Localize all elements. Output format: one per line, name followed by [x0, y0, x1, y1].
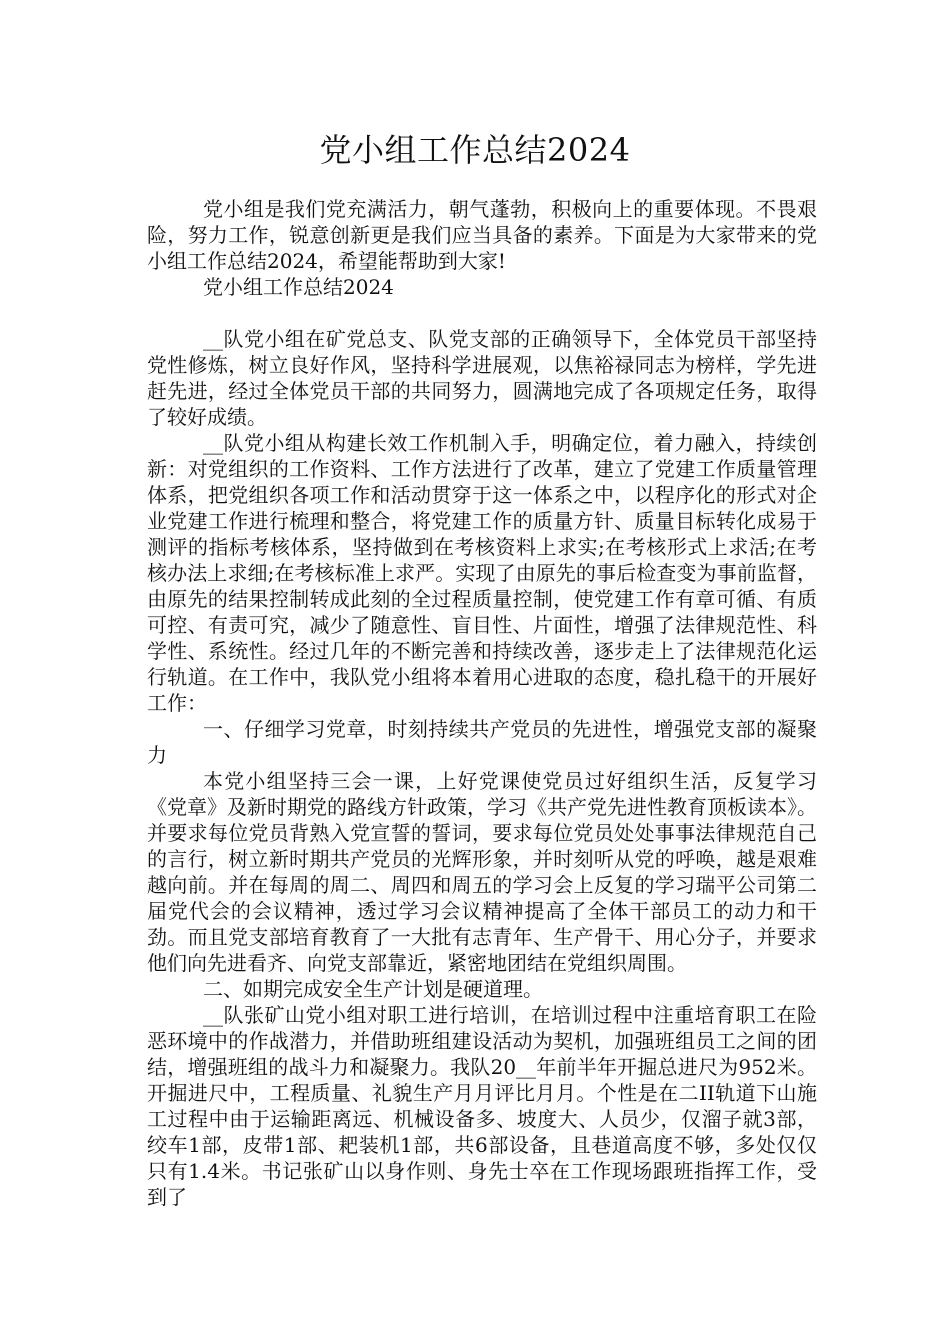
- body-paragraph: 本党小组坚持三会一课，上好党课使党员过好组织生活，反复学习《党章》及新时期党的路线方针政策，学习《共产党先进性教育顶板读本》。并要求每位党员背熟入党宣誓的誓词，要求每位党员处处事事法律规范自己的言行，树立新时期共产党员的光辉形象，并时刻听从党的呼唤，越是艰难越向前。并在每周的周二、周四和周五的学习会上反复的学习瑞平公司第二届党代会的会议精神，透过学习会议精神提高了全体干部员工的动力和干劲。而且党支部培育教育了一大批有志青年、生产骨干、用心分子，并要求他们向先进看齐、向党支部靠近，紧密地团结在党组织周围。: [147, 769, 817, 975]
- body-paragraph: __队党小组在矿党总支、队党支部的正确领导下，全体党员干部坚持党性修炼，树立良好作风，坚持科学进展观，以焦裕禄同志为榜样，学先进赶先进，经过全体党员干部的共同努力，圆满地完成了各项规定任务，取得了较好成绩。: [147, 327, 817, 429]
- blank-line: [147, 300, 817, 326]
- document-title: 党小组工作总结2024: [319, 131, 631, 169]
- body-paragraph: __队党小组从构建长效工作机制入手，明确定位，着力融入，持续创新：对党组织的工作资料、工作方法进行了改革，建立了党建工作质量管理体系，把党组织各项工作和活动贯穿于这一体系之中，以程序化的形式对企业党建工作进行梳理和整合，将党建工作的质量方针、质量目标转化成易于测评的指标考核体系，坚持做到在考核资料上求实;在考核形式上求活;在考核办法上求细;在考核标准上求严。实现了由原先的事后检查变为事前监督，由原先的结果控制转成此刻的全过程质量控制，使党建工作有章可循、有质可控、有责可究，减少了随意性、盲目性、片面性，增强了法律规范性、科学性、系统性。经过几年的不断完善和持续改善，逐步走上了法律规范化运行轨道。在工作中，我队党小组将本着用心进取的态度，稳扎稳干的开展好工作：: [147, 431, 817, 715]
- body-paragraph: __队张矿山党小组对职工进行培训，在培训过程中注重培育职工在险恶环境中的作战潜力，并借助班组建设活动为契机，加强班组员工之间的团结，增强班组的战斗力和凝聚力。我队20__年前半年开掘总进尺为952米。开掘进尺中，工程质量、礼貌生产月月评比月月。个性是在二II轨道下山施工过程中由于运输距离远、机械设备多、坡度大、人员少，仅溜子就3部，绞车1部，皮带1部、耙装机1部，共6部设备，且巷道高度不够，多处仅仅只有1.4米。书记张矿山以身作则、身先士卒在工作现场跟班指挥工作，受到了: [147, 1003, 817, 1209]
- document-body: [147, 196, 817, 1210]
- intro-paragraph: 党小组是我们党充满活力，朝气蓬勃，积极向上的重要体现。不畏艰险，努力工作，锐意创新更是我们应当具备的素养。下面是为大家带来的党小组工作总结2024，希望能帮助到大家!: [147, 197, 817, 273]
- subheading-two: 二、如期完成安全生产计划是硬道理。: [203, 977, 543, 1001]
- section-heading: 党小组工作总结2024: [203, 275, 394, 299]
- subheading-one: 一、仔细学习党章，时刻持续共产党员的先进性，增强党支部的凝聚力: [147, 717, 817, 767]
